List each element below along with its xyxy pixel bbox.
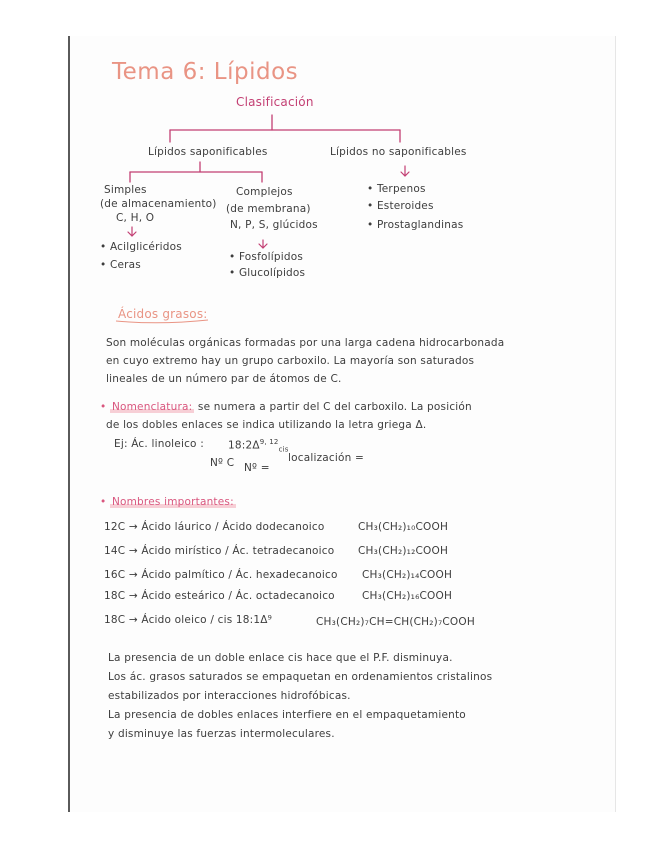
nombre-row-5-left: 18C → Ácido oleico / cis 18:1Δ⁹ [104, 614, 273, 626]
acidos-grasos-heading: Ácidos grasos: [118, 307, 208, 321]
complejos-item-1: • Fosfolípidos [229, 251, 303, 263]
nombre-row-1-left: 12C → Ácido láurico / Ácido dodecanoico [104, 521, 325, 533]
simples-sub: (de almacenamiento) [100, 198, 217, 210]
arrow-no-saponificables [401, 166, 409, 176]
complejos-elements: N, P, S, glúcidos [230, 219, 318, 231]
nombres-heading: • Nombres importantes: [100, 496, 234, 508]
conclusion-line-3: estabilizados por interacciones hidrofóbicas. [108, 690, 351, 702]
simples-item-1: • Acilglicéridos [100, 241, 182, 253]
intro-line-1: Son moléculas orgánicas formadas por una larga cadena hidrocarbonada [106, 337, 505, 349]
nomenclatura-label: Nomenclatura: [111, 401, 193, 413]
conclusion-line-5: y disminuye las fuerzas intermoleculares. [108, 728, 335, 740]
localizacion-label: localización = [288, 452, 365, 464]
arrow-complejos [259, 240, 267, 248]
conclusion-line-2: Los ác. grasos saturados se empaquetan en ordenamientos cristalinos [108, 671, 493, 683]
example-label: Ej: Ác. linoleico : [114, 438, 204, 450]
page-title: Tema 6: Lípidos [112, 59, 299, 85]
arrow-simples [128, 227, 136, 236]
nombre-row-2-left: 14C → Ácido mirístico / Ác. tetradecanoico [104, 545, 335, 557]
nomenclatura-line-1: • Nomenclatura: se numera a partir del C del carboxilo. La posición [100, 401, 472, 413]
nombre-row-3-formula: CH₃(CH₂)₁₄COOH [362, 569, 453, 581]
simples-elements: C, H, O [116, 212, 155, 224]
conclusion-line-4: La presencia de dobles enlaces interfiere en el empaquetamiento [108, 709, 466, 721]
simples-item-2: • Ceras [100, 259, 141, 271]
no-sap-item-2: • Esteroides [367, 200, 434, 212]
complejos-item-2: • Glucolípidos [229, 267, 306, 279]
n-eq-label: Nº = [244, 462, 270, 474]
conclusion-line-1: La presencia de un doble enlace cis hace que el P.F. disminuya. [108, 652, 453, 664]
nombre-row-2-formula: CH₃(CH₂)₁₂COOH [358, 545, 449, 557]
intro-line-2: en cuyo extremo hay un grupo carboxilo. La mayoría son saturados [106, 355, 475, 367]
nombre-row-4-left: 18C → Ácido esteárico / Ác. octadecanoico [104, 590, 335, 602]
complejos-sub: (de membrana) [226, 203, 311, 215]
no-sap-item-3: • Prostaglandinas [367, 219, 464, 231]
nombre-row-4-formula: CH₃(CH₂)₁₆COOH [362, 590, 453, 602]
example-formula: $18:2\Delta^{9, 12}_{cis}$ [228, 438, 289, 454]
no-sap-item-1: • Terpenos [367, 183, 426, 195]
simples-label: Simples [104, 184, 147, 196]
clasificacion-heading: Clasificación [236, 95, 314, 109]
intro-line-3: lineales de un número par de átomos de C. [106, 373, 342, 385]
nc-label: Nº C [210, 457, 235, 469]
complejos-label: Complejos [236, 186, 293, 198]
nombre-row-5-formula: CH₃(CH₂)₇CH=CH(CH₂)₇COOH [316, 616, 475, 628]
nomenclatura-line-2: de los dobles enlaces se indica utilizando la letra griega Δ. [106, 419, 427, 431]
saponificables-label: Lípidos saponificables [148, 146, 268, 158]
nombre-row-3-left: 16C → Ácido palmítico / Ác. hexadecanoico [104, 569, 338, 581]
no-saponificables-label: Lípidos no saponificables [330, 146, 467, 158]
nombre-row-1-formula: CH₃(CH₂)₁₀COOH [358, 521, 449, 533]
